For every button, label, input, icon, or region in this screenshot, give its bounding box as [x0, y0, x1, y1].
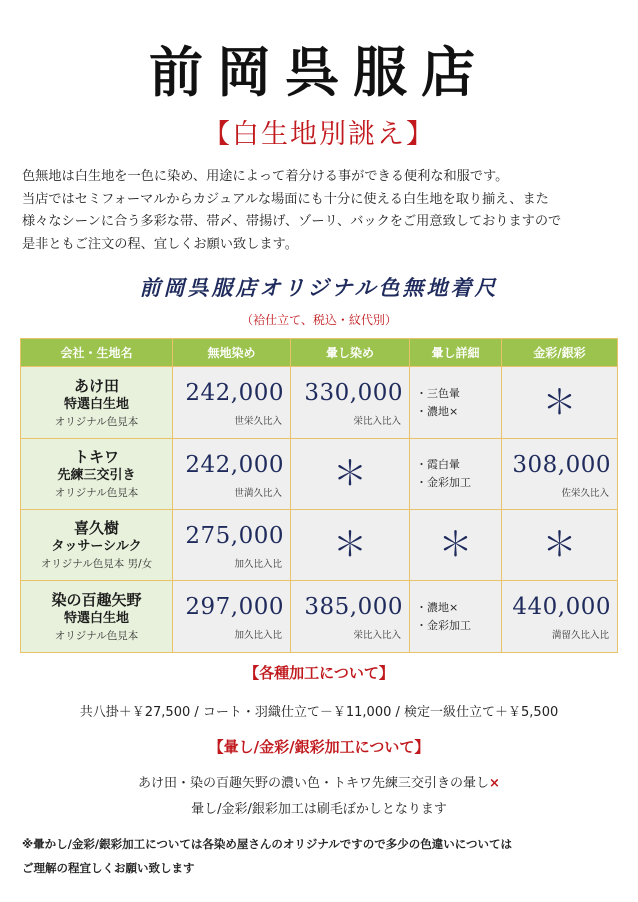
asterisk-mark: ＊	[542, 525, 577, 565]
price-value: 330,000	[304, 380, 403, 406]
price-code: 佐栄久比入	[561, 488, 609, 499]
table-row	[21, 510, 618, 581]
col-header-name: 会社・生地名	[21, 339, 173, 367]
plain-dye-cell	[173, 439, 291, 510]
footnote-line: ※暈かし/金彩/銀彩加工については各染め屋さんのオリジナルですので多少の色違いについては	[22, 837, 513, 851]
color-sample: オリジナル色見本 男/女	[40, 558, 153, 570]
color-sample: オリジナル色見本	[54, 415, 139, 428]
bokashi-info-line2: 暈し/金彩/銀彩加工は刷毛ぼかしとなります	[191, 802, 447, 817]
bokashi-dye-cell	[291, 367, 410, 439]
page-subtitle: 【白生地別誂え】	[203, 119, 435, 150]
detail-item: ・霞白暈	[416, 458, 460, 471]
footnote-line: ご理解の程宜しくお願い致します	[22, 861, 195, 875]
gold-silver-cell	[502, 439, 618, 510]
table-row	[21, 581, 618, 653]
price-code: 加久比入比	[234, 630, 282, 641]
price-table	[20, 338, 618, 653]
asterisk-mark: ＊	[333, 525, 367, 565]
table-header-row	[21, 339, 618, 367]
col-header-gold: 金彩/銀彩	[502, 339, 618, 367]
price-value: 242,000	[185, 452, 284, 478]
footnote	[22, 832, 622, 880]
bokashi-detail-cell	[410, 510, 502, 581]
detail-item: ・濃地×	[416, 600, 459, 614]
intro-line: 当店ではセミフォーマルからカジュアルな場面にも十分に使える白生地を取り揃え、また	[22, 191, 549, 207]
detail-item: ・三色暈	[416, 386, 460, 400]
asterisk-mark: ＊	[333, 454, 367, 494]
price-code: 加久比入比	[234, 559, 282, 570]
price-value: 385,000	[304, 594, 403, 620]
intro-text	[22, 166, 622, 256]
table-row	[21, 439, 618, 510]
price-code: 世満久比入	[234, 488, 282, 499]
price-code: 栄比入比入	[353, 416, 401, 427]
price-value: 242,000	[185, 380, 284, 406]
company-name: トキワ	[73, 448, 119, 466]
price-value: 297,000	[185, 594, 284, 620]
intro-line: 様々なシーンに合う多彩な帯、帯〆、帯揚げ、ゾーリ、バックをご用意致しておりますので	[22, 214, 562, 229]
plain-dye-cell	[173, 367, 291, 439]
gold-silver-cell	[502, 581, 618, 653]
bokashi-dye-cell	[291, 581, 410, 653]
bokashi-dye-cell	[291, 439, 410, 510]
fabric-name-cell	[21, 581, 173, 653]
cross-mark: ×	[489, 776, 500, 791]
fabric-name: 先練三交引き	[57, 468, 136, 483]
section-title: 前岡呉服店オリジナル色無地着尺	[139, 275, 499, 300]
company-name: 喜久樹	[73, 519, 119, 537]
price-value: 440,000	[512, 594, 611, 620]
bokashi-info-title: 【暈し/金彩/銀彩加工について】	[208, 738, 430, 756]
color-sample: オリジナル色見本	[54, 487, 139, 499]
bokashi-detail-cell	[410, 439, 502, 510]
col-header-bokashi: 暈し染め	[291, 339, 410, 367]
bokashi-info-line1	[0, 772, 638, 791]
processing-title: 【各種加工について】	[244, 664, 394, 682]
plain-dye-cell	[173, 581, 291, 653]
col-header-detail: 暈し詳細	[410, 339, 502, 367]
col-header-plain: 無地染め	[173, 339, 291, 367]
price-code: 栄比入比入	[353, 630, 401, 641]
detail-item: ・金彩加工	[416, 476, 471, 489]
price-code: 世栄久比入	[234, 416, 282, 427]
shop-title: 前岡呉服店	[149, 40, 489, 104]
price-value: 275,000	[185, 523, 284, 549]
fabric-name: タッサーシルク	[51, 539, 142, 554]
fabric-name: 特選白生地	[63, 396, 129, 412]
fabric-name: 特選白生地	[63, 610, 129, 626]
section-note: （袷仕立て、税込・紋代別）	[241, 313, 397, 327]
fabric-name-cell	[21, 439, 173, 510]
fabric-name-cell	[21, 367, 173, 439]
color-sample: オリジナル色見本	[54, 629, 139, 642]
intro-line: 色無地は白生地を一色に染め、用途によって着分ける事ができる便利な和服です。	[22, 169, 509, 184]
table-row	[21, 367, 618, 439]
company-name: あけ田	[73, 376, 119, 395]
bokashi-detail-cell	[410, 581, 502, 653]
intro-line: 是非ともご注文の程、宜しくお願い致します。	[22, 236, 298, 252]
gold-silver-cell	[502, 510, 618, 581]
asterisk-mark: ＊	[438, 525, 473, 565]
price-code: 満留久比入比	[551, 630, 609, 641]
company-name: 染の百趣矢野	[51, 590, 142, 609]
detail-item: ・金彩加工	[416, 618, 471, 632]
gold-silver-cell	[502, 367, 618, 439]
plain-dye-cell	[173, 510, 291, 581]
processing-text: 共八掛＋￥27,500 / コート・羽織仕立て－￥11,000 / 検定一級仕立て＋￥5,500	[79, 705, 559, 720]
bokashi-detail-cell	[410, 367, 502, 439]
bokashi-dye-cell	[291, 510, 410, 581]
price-value: 308,000	[512, 452, 611, 478]
fabric-name-cell	[21, 510, 173, 581]
bokashi-info-text: あけ田・染の百趣矢野の濃い色・トキワ先練三交引きの暈し	[138, 776, 490, 791]
asterisk-mark: ＊	[542, 382, 577, 423]
detail-item: ・濃地×	[416, 404, 459, 418]
